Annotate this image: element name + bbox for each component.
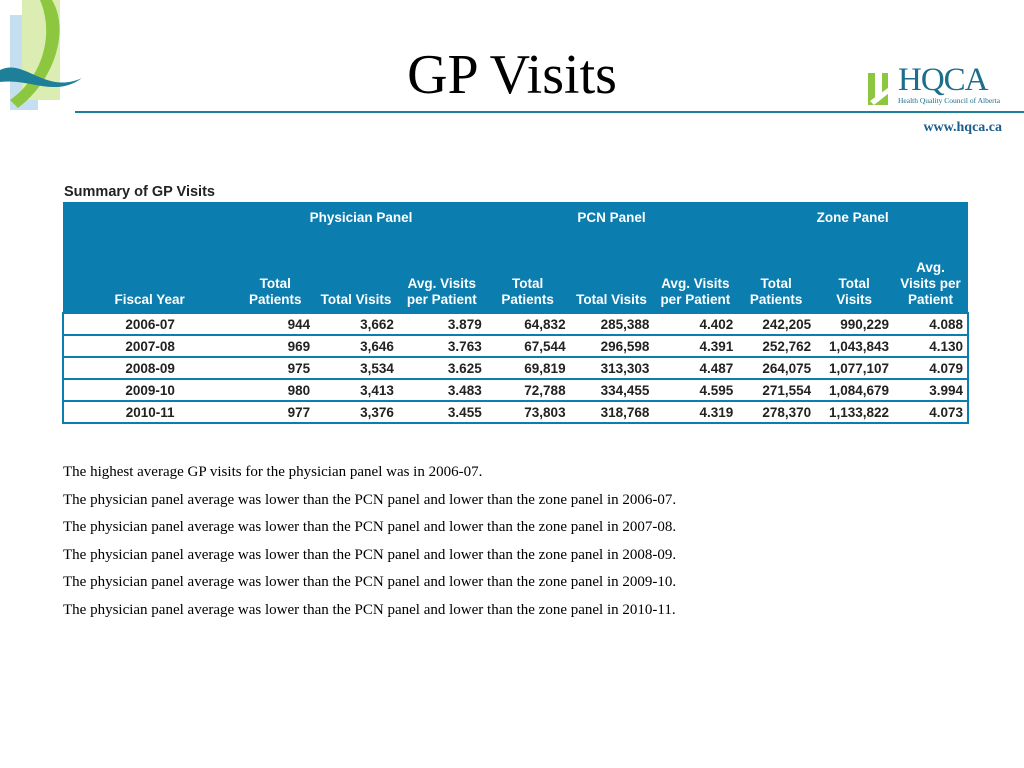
table-cell: 3,413	[314, 379, 398, 401]
table-cell: 3.763	[398, 335, 486, 357]
table-cell: 242,205	[737, 313, 815, 335]
table-cell: 3.483	[398, 379, 486, 401]
group-header-blank	[63, 202, 236, 234]
table-caption: Summary of GP Visits	[64, 184, 215, 200]
table-cell: 4.088	[893, 313, 968, 335]
table-cell: 4.595	[653, 379, 737, 401]
table-cell: 2009-10	[63, 379, 236, 401]
table-cell: 1,133,822	[815, 401, 893, 423]
table-cell: 313,303	[570, 357, 654, 379]
table-cell: 4.079	[893, 357, 968, 379]
table-cell: 4.073	[893, 401, 968, 423]
table-cell: 4.130	[893, 335, 968, 357]
column-header: Total Patients	[486, 234, 570, 313]
group-header-pcn: PCN Panel	[486, 202, 738, 234]
table-cell: 990,229	[815, 313, 893, 335]
website-link[interactable]: www.hqca.ca	[923, 120, 1002, 135]
column-header: Total Patients	[236, 234, 314, 313]
table-cell: 3,534	[314, 357, 398, 379]
column-header: Total Patients	[737, 234, 815, 313]
table-cell: 3.625	[398, 357, 486, 379]
header-divider	[75, 111, 1024, 113]
table-row	[63, 401, 968, 423]
table-cell: 3,376	[314, 401, 398, 423]
table-cell: 3,662	[314, 313, 398, 335]
group-header-zone: Zone Panel	[737, 202, 968, 234]
table-cell: 1,043,843	[815, 335, 893, 357]
table-cell: 72,788	[486, 379, 570, 401]
group-header-physician: Physician Panel	[236, 202, 485, 234]
table-cell: 64,832	[486, 313, 570, 335]
column-header: Avg. Visits per Patient	[398, 234, 486, 313]
table-cell: 318,768	[570, 401, 654, 423]
brand-name: HQCA	[898, 62, 988, 98]
table-cell: 969	[236, 335, 314, 357]
column-header: Total Visits	[815, 234, 893, 313]
slide-title: GP Visits	[407, 44, 617, 106]
gp-visits-table	[62, 202, 969, 424]
table-cell: 2007-08	[63, 335, 236, 357]
table-cell: 296,598	[570, 335, 654, 357]
column-header: Total Visits	[314, 234, 398, 313]
table-cell: 1,077,107	[815, 357, 893, 379]
table-row	[63, 313, 968, 335]
table-cell: 69,819	[486, 357, 570, 379]
column-header-row	[63, 234, 968, 313]
column-header: Avg. Visits per Patient	[653, 234, 737, 313]
note-line: The highest average GP visits for the physician panel was in 2006-07.	[63, 464, 483, 480]
table-cell: 3.879	[398, 313, 486, 335]
table-cell: 252,762	[737, 335, 815, 357]
table-row	[63, 357, 968, 379]
table-cell: 3.455	[398, 401, 486, 423]
table-row	[63, 379, 968, 401]
column-header: Avg. Visits per Patient	[893, 234, 968, 313]
column-header: Fiscal Year	[63, 234, 236, 313]
table-cell: 1,084,679	[815, 379, 893, 401]
table-cell: 4.402	[653, 313, 737, 335]
table-cell: 944	[236, 313, 314, 335]
hqca-logo	[866, 62, 1006, 112]
note-line: The physician panel average was lower than the PCN panel and lower than the zone panel in 2009-10.	[63, 574, 677, 590]
table-cell: 271,554	[737, 379, 815, 401]
table-cell: 67,544	[486, 335, 570, 357]
hqca-mark-icon	[866, 67, 896, 107]
table-cell: 975	[236, 357, 314, 379]
table-cell: 285,388	[570, 313, 654, 335]
brand-tagline: Health Quality Council of Alberta	[898, 96, 1001, 105]
table-cell: 2010-11	[63, 401, 236, 423]
table-cell: 980	[236, 379, 314, 401]
table-cell: 4.487	[653, 357, 737, 379]
table-row	[63, 335, 968, 357]
table-cell: 334,455	[570, 379, 654, 401]
table-cell: 977	[236, 401, 314, 423]
table-cell: 2006-07	[63, 313, 236, 335]
table-cell: 4.391	[653, 335, 737, 357]
table-cell: 3,646	[314, 335, 398, 357]
table-cell: 2008-09	[63, 357, 236, 379]
table-cell: 278,370	[737, 401, 815, 423]
table-cell: 4.319	[653, 401, 737, 423]
note-line: The physician panel average was lower than the PCN panel and lower than the zone panel in 2008-09.	[63, 546, 677, 563]
table-cell: 73,803	[486, 401, 570, 423]
table-cell: 264,075	[737, 357, 815, 379]
note-line: The physician panel average was lower than the PCN panel and lower than the zone panel in 2006-07.	[63, 491, 677, 508]
note-line: The physician panel average was lower than the PCN panel and lower than the zone panel in 2007-08.	[63, 519, 677, 535]
summary-notes	[63, 461, 676, 626]
table-cell: 3.994	[893, 379, 968, 401]
column-header: Total Visits	[570, 234, 654, 313]
note-line: The physician panel average was lower than the PCN panel and lower than the zone panel in 2010-11.	[63, 601, 676, 618]
